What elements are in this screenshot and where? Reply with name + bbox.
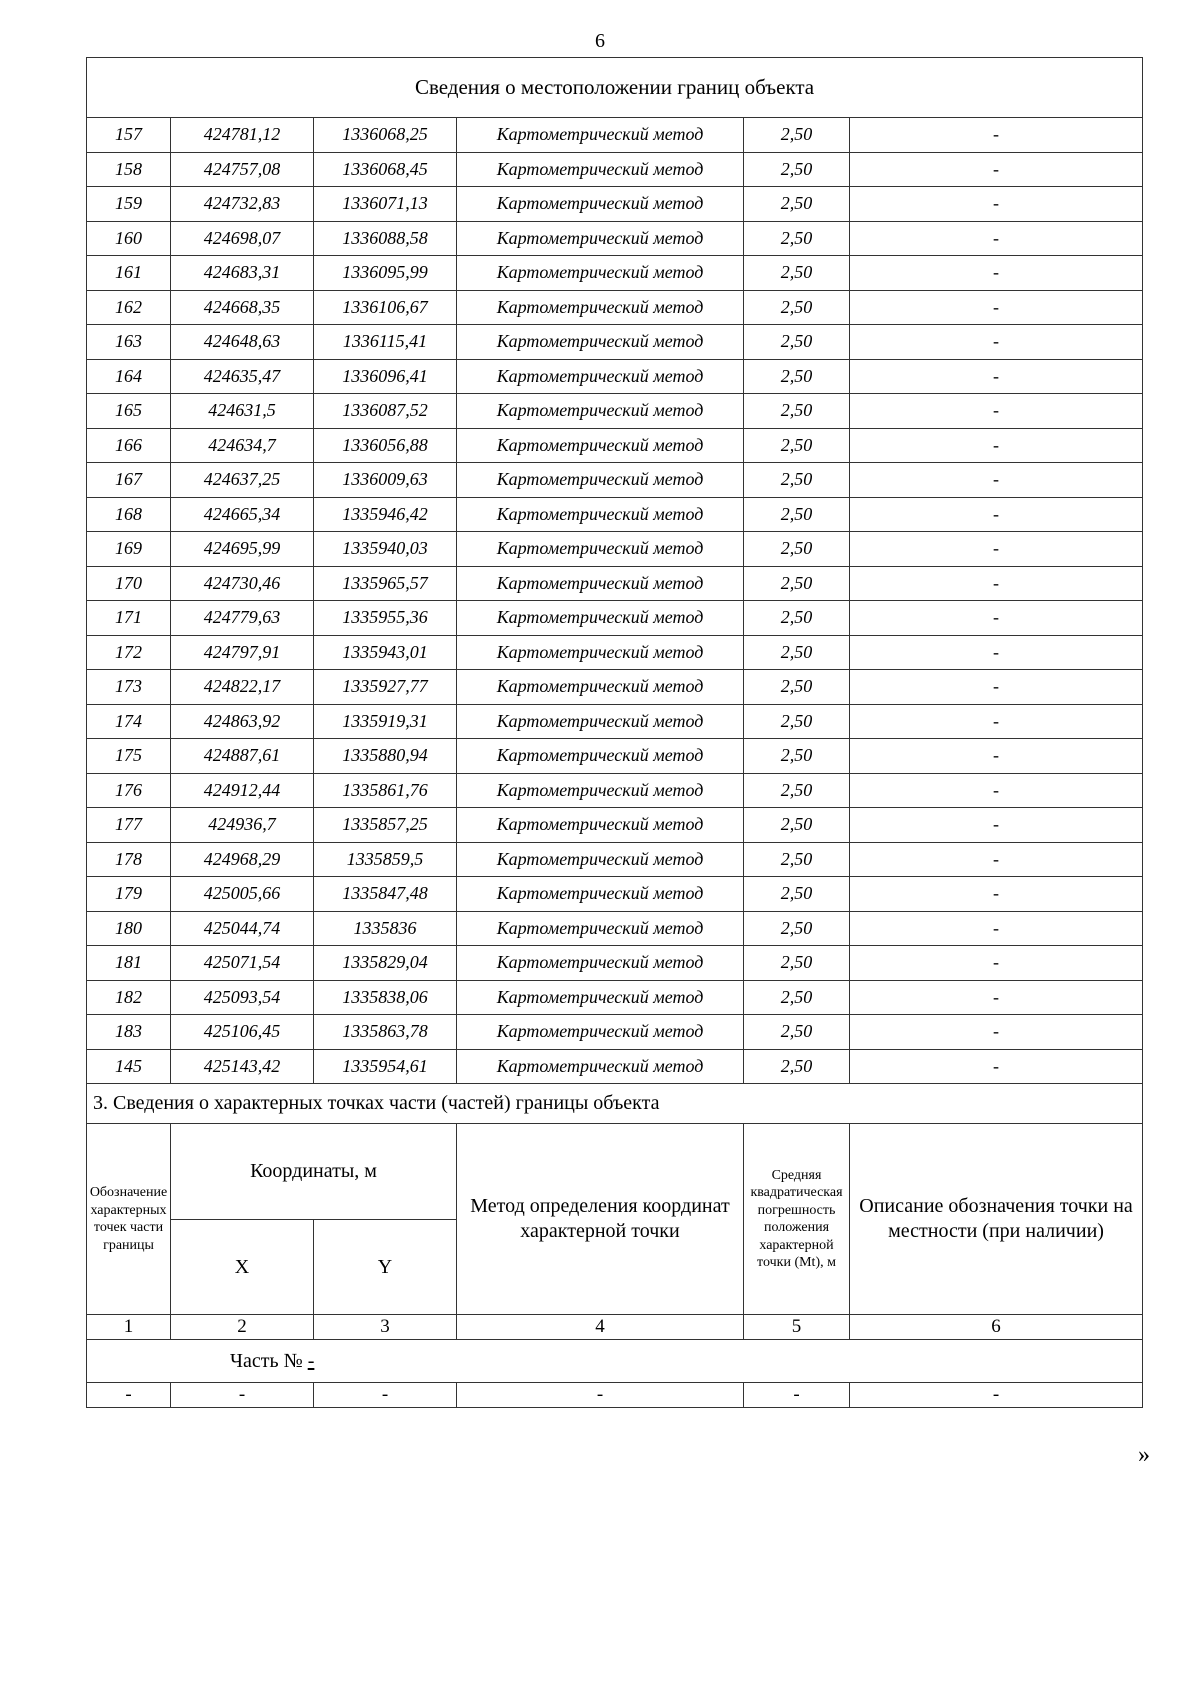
description-cell: - [850,1015,1143,1050]
point-number-cell: 167 [87,463,171,498]
table-row [87,601,1143,636]
mt-cell: 2,50 [744,980,850,1015]
y-coordinate-cell: 1336106,67 [314,290,457,325]
table-row [87,532,1143,567]
description-cell: - [850,463,1143,498]
point-number-cell: 163 [87,325,171,360]
description-cell: - [850,118,1143,153]
x-coordinate-cell: 425044,74 [171,911,314,946]
mt-cell: 2,50 [744,463,850,498]
table-row [87,946,1143,981]
description-cell: - [850,842,1143,877]
empty-cell: - [171,1383,314,1408]
y-coordinate-cell: 1336068,25 [314,118,457,153]
table-title-row [87,58,1143,118]
y-coordinate-cell: 1335965,57 [314,566,457,601]
description-cell: - [850,290,1143,325]
point-number-cell: 178 [87,842,171,877]
x-coordinate-cell: 424822,17 [171,670,314,705]
table-row [87,290,1143,325]
table-row [87,739,1143,774]
x-coordinate-cell: 424779,63 [171,601,314,636]
description-cell: - [850,704,1143,739]
table-row [87,152,1143,187]
method-cell: Картометрический метод [457,704,744,739]
method-cell: Картометрический метод [457,946,744,981]
method-cell: Картометрический метод [457,463,744,498]
table-row [87,394,1143,429]
method-cell: Картометрический метод [457,911,744,946]
description-cell: - [850,739,1143,774]
method-cell: Картометрический метод [457,359,744,394]
point-number-cell: 162 [87,290,171,325]
y-coordinate-cell: 1336071,13 [314,187,457,222]
method-cell: Картометрический метод [457,601,744,636]
column-number: 3 [314,1315,457,1340]
table-row [87,187,1143,222]
y-coordinate-cell: 1336009,63 [314,463,457,498]
description-cell: - [850,221,1143,256]
mt-cell: 2,50 [744,290,850,325]
method-cell: Картометрический метод [457,773,744,808]
empty-cell: - [314,1383,457,1408]
x-coordinate-cell: 425143,42 [171,1049,314,1084]
mt-cell: 2,50 [744,221,850,256]
point-number-cell: 160 [87,221,171,256]
x-coordinate-cell: 425106,45 [171,1015,314,1050]
description-cell: - [850,325,1143,360]
x-coordinate-cell: 424683,31 [171,256,314,291]
column-numbers-row [87,1315,1143,1340]
boundary-table [86,57,1143,1408]
method-cell: Картометрический метод [457,739,744,774]
method-cell: Картометрический метод [457,256,744,291]
y-coordinate-cell: 1335829,04 [314,946,457,981]
header-method: Метод определения координат характерной точки [457,1124,744,1315]
x-coordinate-cell: 424730,46 [171,566,314,601]
part-number: - [307,1349,315,1372]
method-cell: Картометрический метод [457,497,744,532]
method-cell: Картометрический метод [457,1049,744,1084]
point-number-cell: 175 [87,739,171,774]
method-cell: Картометрический метод [457,1015,744,1050]
x-coordinate-cell: 424863,92 [171,704,314,739]
x-coordinate-cell: 424668,35 [171,290,314,325]
column-number: 1 [87,1315,171,1340]
description-cell: - [850,877,1143,912]
section-3-header-row-top [87,1124,1143,1220]
point-number-cell: 164 [87,359,171,394]
table-row [87,808,1143,843]
mt-cell: 2,50 [744,118,850,153]
point-number-cell: 176 [87,773,171,808]
point-number-cell: 173 [87,670,171,705]
description-cell: - [850,394,1143,429]
table-row [87,497,1143,532]
description-cell: - [850,428,1143,463]
x-coordinate-cell: 424757,08 [171,152,314,187]
section-3-title-row [87,1084,1143,1124]
point-number-cell: 165 [87,394,171,429]
method-cell: Картометрический метод [457,290,744,325]
point-number-cell: 166 [87,428,171,463]
y-coordinate-cell: 1335954,61 [314,1049,457,1084]
header-description: Описание обозначения точки на местности (при наличии) [850,1124,1143,1315]
part-label: Часть № [230,1349,303,1372]
mt-cell: 2,50 [744,601,850,636]
description-cell: - [850,980,1143,1015]
method-cell: Картометрический метод [457,808,744,843]
description-cell: - [850,187,1143,222]
column-number: 5 [744,1315,850,1340]
x-coordinate-cell: 424781,12 [171,118,314,153]
page-number: 6 [595,30,605,52]
method-cell: Картометрический метод [457,428,744,463]
table-row [87,221,1143,256]
mt-cell: 2,50 [744,704,850,739]
mt-cell: 2,50 [744,635,850,670]
x-coordinate-cell: 424631,5 [171,394,314,429]
y-coordinate-cell: 1335919,31 [314,704,457,739]
description-cell: - [850,946,1143,981]
mt-cell: 2,50 [744,497,850,532]
description-cell: - [850,670,1143,705]
y-coordinate-cell: 1335927,77 [314,670,457,705]
method-cell: Картометрический метод [457,842,744,877]
description-cell: - [850,359,1143,394]
table-row [87,842,1143,877]
y-coordinate-cell: 1335943,01 [314,635,457,670]
y-coordinate-cell: 1336115,41 [314,325,457,360]
point-number-cell: 182 [87,980,171,1015]
method-cell: Картометрический метод [457,118,744,153]
point-number-cell: 171 [87,601,171,636]
mt-cell: 2,50 [744,739,850,774]
table-row [87,428,1143,463]
description-cell: - [850,911,1143,946]
x-coordinate-cell: 424968,29 [171,842,314,877]
x-coordinate-cell: 424797,91 [171,635,314,670]
mt-cell: 2,50 [744,773,850,808]
y-coordinate-cell: 1335955,36 [314,601,457,636]
method-cell: Картометрический метод [457,532,744,567]
mt-cell: 2,50 [744,152,850,187]
empty-cell: - [87,1383,171,1408]
x-coordinate-cell: 424665,34 [171,497,314,532]
table-row [87,773,1143,808]
mt-cell: 2,50 [744,325,850,360]
x-coordinate-cell: 425071,54 [171,946,314,981]
description-cell: - [850,566,1143,601]
y-coordinate-cell: 1335836 [314,911,457,946]
point-number-cell: 169 [87,532,171,567]
column-number: 6 [850,1315,1143,1340]
table-row [87,566,1143,601]
mt-cell: 2,50 [744,670,850,705]
x-coordinate-cell: 424912,44 [171,773,314,808]
method-cell: Картометрический метод [457,221,744,256]
empty-data-row [87,1383,1143,1408]
method-cell: Картометрический метод [457,635,744,670]
method-cell: Картометрический метод [457,187,744,222]
description-cell: - [850,497,1143,532]
column-number: 4 [457,1315,744,1340]
y-coordinate-cell: 1336087,52 [314,394,457,429]
method-cell: Картометрический метод [457,877,744,912]
empty-cell: - [457,1383,744,1408]
x-coordinate-cell: 425093,54 [171,980,314,1015]
section-3-title: 3. Сведения о характерных точках части (частей) границы объекта [87,1084,1143,1124]
header-mt: Средняя квадратическая погрешность положения характерной точки (Mt), м [744,1124,850,1315]
x-coordinate-cell: 425005,66 [171,877,314,912]
table-row [87,1015,1143,1050]
table-row [87,635,1143,670]
header-x: X [171,1220,314,1315]
y-coordinate-cell: 1335946,42 [314,497,457,532]
mt-cell: 2,50 [744,532,850,567]
mt-cell: 2,50 [744,842,850,877]
table-row [87,463,1143,498]
x-coordinate-cell: 424637,25 [171,463,314,498]
table-title: Сведения о местоположении границ объекта [87,58,1143,118]
point-number-cell: 172 [87,635,171,670]
header-y: Y [314,1220,457,1315]
y-coordinate-cell: 1336056,88 [314,428,457,463]
y-coordinate-cell: 1336095,99 [314,256,457,291]
mt-cell: 2,50 [744,187,850,222]
x-coordinate-cell: 424634,7 [171,428,314,463]
mt-cell: 2,50 [744,359,850,394]
description-cell: - [850,1049,1143,1084]
method-cell: Картометрический метод [457,394,744,429]
x-coordinate-cell: 424732,83 [171,187,314,222]
point-number-cell: 183 [87,1015,171,1050]
part-row [87,1340,1143,1383]
point-number-cell: 170 [87,566,171,601]
table-row [87,670,1143,705]
mt-cell: 2,50 [744,1015,850,1050]
table-row [87,118,1143,153]
description-cell: - [850,532,1143,567]
mt-cell: 2,50 [744,1049,850,1084]
y-coordinate-cell: 1335880,94 [314,739,457,774]
y-coordinate-cell: 1335838,06 [314,980,457,1015]
y-coordinate-cell: 1335847,48 [314,877,457,912]
table-row [87,911,1143,946]
x-coordinate-cell: 424695,99 [171,532,314,567]
point-number-cell: 157 [87,118,171,153]
method-cell: Картометрический метод [457,325,744,360]
table-row [87,877,1143,912]
table-row [87,325,1143,360]
point-number-cell: 158 [87,152,171,187]
mt-cell: 2,50 [744,428,850,463]
point-number-cell: 181 [87,946,171,981]
description-cell: - [850,256,1143,291]
y-coordinate-cell: 1335940,03 [314,532,457,567]
description-cell: - [850,601,1143,636]
method-cell: Картометрический метод [457,980,744,1015]
description-cell: - [850,773,1143,808]
table-row [87,980,1143,1015]
mt-cell: 2,50 [744,394,850,429]
mt-cell: 2,50 [744,566,850,601]
x-coordinate-cell: 424936,7 [171,808,314,843]
point-number-cell: 180 [87,911,171,946]
x-coordinate-cell: 424698,07 [171,221,314,256]
x-coordinate-cell: 424635,47 [171,359,314,394]
header-designation: Обозначение характерных точек части границы [87,1124,171,1315]
description-cell: - [850,808,1143,843]
y-coordinate-cell: 1335863,78 [314,1015,457,1050]
y-coordinate-cell: 1336088,58 [314,221,457,256]
y-coordinate-cell: 1335857,25 [314,808,457,843]
mt-cell: 2,50 [744,256,850,291]
table-row [87,256,1143,291]
mt-cell: 2,50 [744,946,850,981]
point-number-cell: 177 [87,808,171,843]
point-number-cell: 174 [87,704,171,739]
x-coordinate-cell: 424887,61 [171,739,314,774]
table-row [87,704,1143,739]
y-coordinate-cell: 1335861,76 [314,773,457,808]
part-label-cell [87,1340,1143,1383]
y-coordinate-cell: 1336068,45 [314,152,457,187]
mt-cell: 2,50 [744,808,850,843]
y-coordinate-cell: 1336096,41 [314,359,457,394]
x-coordinate-cell: 424648,63 [171,325,314,360]
point-number-cell: 179 [87,877,171,912]
method-cell: Картометрический метод [457,152,744,187]
empty-cell: - [744,1383,850,1408]
empty-cell: - [850,1383,1143,1408]
point-number-cell: 168 [87,497,171,532]
table-row [87,1049,1143,1084]
description-cell: - [850,152,1143,187]
method-cell: Картометрический метод [457,670,744,705]
mt-cell: 2,50 [744,911,850,946]
closing-quote: » [1138,1442,1150,1468]
y-coordinate-cell: 1335859,5 [314,842,457,877]
method-cell: Картометрический метод [457,566,744,601]
description-cell: - [850,635,1143,670]
point-number-cell: 159 [87,187,171,222]
table-row [87,359,1143,394]
point-number-cell: 145 [87,1049,171,1084]
mt-cell: 2,50 [744,877,850,912]
column-number: 2 [171,1315,314,1340]
header-coordinates: Координаты, м [171,1124,457,1220]
point-number-cell: 161 [87,256,171,291]
